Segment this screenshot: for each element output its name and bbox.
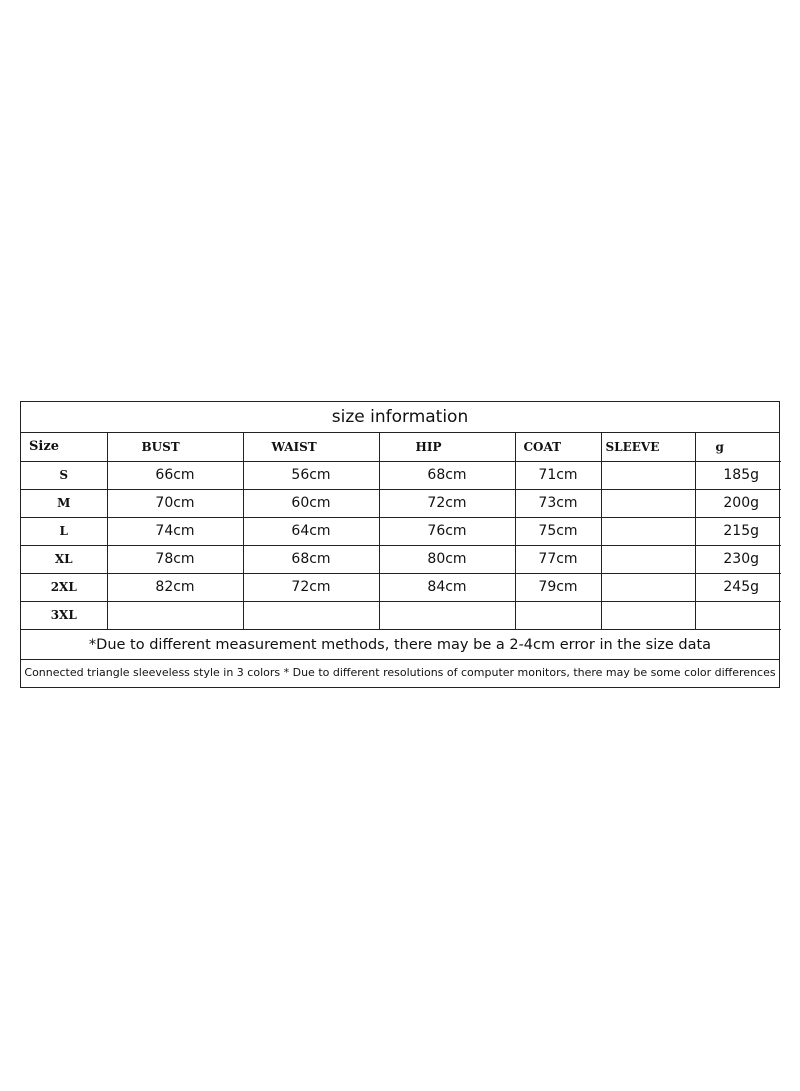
size-cell: S xyxy=(21,461,107,489)
weight-cell: 215g xyxy=(695,517,781,545)
waist-cell xyxy=(243,601,379,629)
weight-cell: 200g xyxy=(695,489,781,517)
weight-cell: 230g xyxy=(695,545,781,573)
table-row xyxy=(21,517,781,545)
size-chart xyxy=(20,401,780,688)
hip-cell: 68cm xyxy=(379,461,515,489)
table-row xyxy=(21,461,781,489)
hip-cell: 84cm xyxy=(379,573,515,601)
sleeve-cell xyxy=(601,517,695,545)
hip-cell: 76cm xyxy=(379,517,515,545)
header-waist: WAIST xyxy=(243,433,379,461)
coat-cell: 75cm xyxy=(515,517,601,545)
bust-cell: 66cm xyxy=(107,461,243,489)
header-coat: COAT xyxy=(515,433,601,461)
bust-cell: 82cm xyxy=(107,573,243,601)
table-row xyxy=(21,545,781,573)
hip-cell: 72cm xyxy=(379,489,515,517)
coat-cell: 71cm xyxy=(515,461,601,489)
size-cell: 2XL xyxy=(21,573,107,601)
sleeve-cell xyxy=(601,489,695,517)
waist-cell: 64cm xyxy=(243,517,379,545)
table-row xyxy=(21,601,781,629)
header-row xyxy=(21,433,781,461)
waist-cell: 56cm xyxy=(243,461,379,489)
sleeve-cell xyxy=(601,601,695,629)
header-size: Size xyxy=(21,433,107,461)
header-bust: BUST xyxy=(107,433,243,461)
header-hip: HIP xyxy=(379,433,515,461)
header-weight: g xyxy=(695,433,781,461)
coat-cell xyxy=(515,601,601,629)
weight-cell: 245g xyxy=(695,573,781,601)
table-row xyxy=(21,489,781,517)
measurement-note: *Due to different measurement methods, there may be a 2-4cm error in the size data xyxy=(21,630,779,660)
size-cell: M xyxy=(21,489,107,517)
bust-cell: 74cm xyxy=(107,517,243,545)
chart-title: size information xyxy=(21,402,779,433)
coat-cell: 77cm xyxy=(515,545,601,573)
coat-cell: 73cm xyxy=(515,489,601,517)
sleeve-cell xyxy=(601,573,695,601)
hip-cell: 80cm xyxy=(379,545,515,573)
waist-cell: 60cm xyxy=(243,489,379,517)
weight-cell: 185g xyxy=(695,461,781,489)
color-note: Connected triangle sleeveless style in 3 colors * Due to different resolutions of computer monitors, there may be some color differences xyxy=(24,665,776,679)
header-sleeve: SLEEVE xyxy=(601,433,695,461)
sleeve-cell xyxy=(601,545,695,573)
table-row xyxy=(21,573,781,601)
bust-cell: 78cm xyxy=(107,545,243,573)
size-table xyxy=(21,433,781,630)
waist-cell: 68cm xyxy=(243,545,379,573)
size-cell: L xyxy=(21,517,107,545)
size-cell: 3XL xyxy=(21,601,107,629)
bust-cell: 70cm xyxy=(107,489,243,517)
size-cell: XL xyxy=(21,545,107,573)
hip-cell xyxy=(379,601,515,629)
weight-cell xyxy=(695,601,781,629)
sleeve-cell xyxy=(601,461,695,489)
bust-cell xyxy=(107,601,243,629)
coat-cell: 79cm xyxy=(515,573,601,601)
waist-cell: 72cm xyxy=(243,573,379,601)
